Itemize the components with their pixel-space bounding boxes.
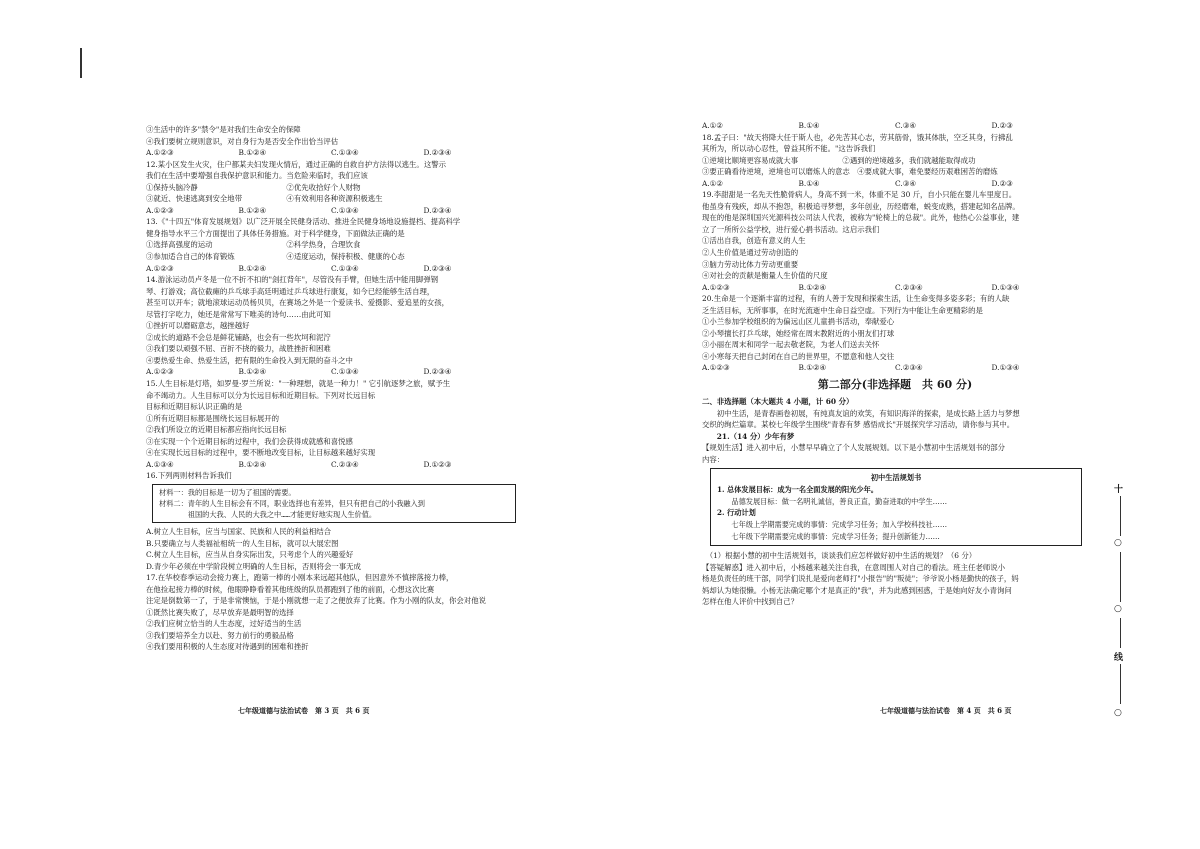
question-17 <box>146 572 516 653</box>
text-line: ③脑力劳动比体力劳动更重要 <box>702 259 799 269</box>
seal-mark: 十 <box>1114 485 1124 495</box>
text-line: ③要正确看待逆境，逆境也可以磨炼人的意志 ④要成就大事，难免要经历艰难困苦的磨炼 <box>702 167 998 177</box>
text-line: 杨是负责任的班干部，同学们说扎是爱向老师打"小报告"的"叛徒"；爷爷说小杨是勤快的孩子，妈 <box>702 574 1019 584</box>
text-line: 内容： <box>702 454 725 464</box>
question-21-tail <box>702 550 1088 608</box>
option: A.①②③ <box>702 363 730 373</box>
text-line: 19.李甜甜是一名先天性脆骨病人，身高不到一米，体重不足 30 斤，自小只能在婴儿车里度日。 <box>702 190 1017 200</box>
answer-options <box>146 205 516 217</box>
plan-line: 品德发展目标：做一名明礼诚信，善良正直，勤奋进取的中学生…… <box>717 496 948 506</box>
option: A.①②③ <box>702 282 730 292</box>
plan-title: 初中生活规划书 <box>870 473 922 483</box>
option: D.②③④ <box>423 148 452 158</box>
text-line: ①保持头脑冷静 ②优先收拾好个人财物 <box>146 182 361 192</box>
question-16 <box>146 470 516 572</box>
text-line: ②小琴擅长打乒乓球，她经常在周末教附近的小朋友们打球 <box>702 328 895 338</box>
question-20 <box>702 293 1088 374</box>
answer-options <box>702 362 1088 374</box>
option: D.②③④ <box>423 367 452 377</box>
question-13 <box>146 216 516 274</box>
text-line: 甚至可以开车；就地滚球运动员杨贝贝，在赛场之外是一个爱读书、爱摄影、爱追星的女孩， <box>146 298 450 308</box>
plan-line: 2. 行动计划 <box>717 508 756 518</box>
option: C.②③④ <box>895 363 923 373</box>
text-line: 【规划生活】进入初中后，小慧早早确立了个人发展规划。以下是小慧初中生活规划书的部分 <box>702 443 1006 453</box>
text-line: 12.某小区发生火灾，住户都某夫妇发现火情后，通过正确的自救自护方法得以逃生。这警示 <box>146 159 446 169</box>
text-line: 妈却认为她很懒。小杨无法确定哪个才是真正的"我"，并为此感到困惑，于是她向好友小青询问 <box>702 585 1012 595</box>
answer-options <box>146 459 516 471</box>
option: D.①③④ <box>991 363 1020 373</box>
text-line: 注定是倒数第一了，于是非常懊恼，于是小刚就想一走了之便放弃了比赛。作为小刚的队友，你会对他说 <box>146 596 486 606</box>
text-line: 目标和近期目标认识正确的是 <box>146 402 243 412</box>
option: C.②③④ <box>895 282 923 292</box>
option: B.①②④ <box>238 205 267 215</box>
text-line: 其所为，所以动心忍性，曾益其所不能。"这告诉我们 <box>702 144 876 154</box>
text-line: ①活出自我，创造有意义的人生 <box>702 236 806 246</box>
option: B.①④ <box>798 121 820 130</box>
plan-line: 七年级上学期需要完成的事情：完成学习任务；加入学校科技社…… <box>717 519 948 529</box>
text-line: ④我们要用积极的人生态度对待遇到的困难和挫折 <box>146 642 309 652</box>
text-line: 17.在华校春季运动会接力赛上，跑第一棒的小刚本来远超其他队，但因意外不慎摔落接力棒， <box>146 573 454 583</box>
answer-options <box>146 263 516 275</box>
text-line: 初中生活，是青春画卷初展，有纯真友谊的欢笑，有知识海洋的探索，是成长路上活力与梦想 <box>702 408 1020 418</box>
plan-line: 1. 总体发展目标：成为一名全面发展的阳光少年。 <box>717 485 878 495</box>
option: C.②③④ <box>331 459 359 469</box>
text-line: 二、非选择题（本大题共 4 小题，计 60 分） <box>702 397 854 407</box>
page-footer: 七年级道德与法治试卷 第 4 页 共 6 页 <box>880 706 1012 715</box>
text-line: 尽管打字吃力，她还是常常写下唯美的诗句……由此可知 <box>146 309 331 319</box>
option: B.①②④ <box>238 263 267 273</box>
part-two-title: 第二部分(非选择题 共 60 分) <box>817 378 973 392</box>
seal-dash <box>1120 664 1121 704</box>
question-15 <box>146 378 516 470</box>
question-19 <box>702 189 1088 293</box>
text-line: 我们在生活中要增强自我保护意识和能力。当危险来临时，我们应该 <box>146 171 368 181</box>
option: B.①②④ <box>238 148 267 158</box>
option: C.①③④ <box>331 205 359 215</box>
text-line: ①逆境比顺境更容易成就大事 ②遇到的逆境越多，我们就越能取得成功 <box>702 155 976 165</box>
option: D.②③④ <box>423 263 452 273</box>
text-line: ④在实现长远目标的过程中，要不断地改变目标，让目标越来越好实现 <box>146 448 376 458</box>
text-line: 琴、打游戏；高位截瘫的乒乓球手高廷明通过乒乓球进行康复，如今已经能够生活自理， <box>146 286 435 296</box>
option: A.①②③ <box>146 205 174 215</box>
text-line: 交织的绚烂篇章。某校七年级学生围绕"青春有梦 感悟成长"开展探究学习活动，请你参与其中。 <box>702 420 1015 430</box>
answer-options <box>702 282 1088 294</box>
text-line: ③小丽在周末和同学一起去敬老院，为老人们送去关怀 <box>702 340 880 350</box>
answer-options <box>146 366 516 378</box>
plan-box <box>710 468 1082 546</box>
option: C.①③④ <box>331 148 359 158</box>
option: A.①② <box>702 178 723 188</box>
text-line: A.树立人生目标，应当与国家、民族和人民的利益相结合 <box>146 526 332 536</box>
text-line: ③参加适合自己的体育锻炼 ④适度运动，保持积极、健康的心态 <box>146 252 405 262</box>
seal-dash <box>1120 496 1121 536</box>
text-line: （1）根据小慧的初中生活规划书，谈谈我们应怎样做好初中生活的规划？（6 分） <box>702 551 977 561</box>
text-line: 21.（14 分）少年有梦 <box>702 431 795 441</box>
material-line: 材料一：我的目标是一切为了祖国的需要。 <box>159 487 296 497</box>
option: D.①③④ <box>991 282 1020 292</box>
option: B.①②④ <box>798 363 827 373</box>
text-line: 立了一所所公益学校，进行爱心捐书活动。这启示我们 <box>702 224 880 234</box>
option: D.①②③ <box>423 459 452 469</box>
text-line: 在他捡起接力棒的时候，他眼睁睁看着其他班级的队员都跑到了他的前面，心想这次比赛 <box>146 584 435 594</box>
text-line: 现在的他是深圳国兴光源科技公司法人代表，被称为"轮椅上的总裁"。此外，他热心公益事业，建 <box>702 213 1020 223</box>
text-line: ①选择高强度的运动 ②科学热身，合理饮食 <box>146 240 361 250</box>
option: A.①②③ <box>146 148 174 158</box>
material-box <box>152 484 516 523</box>
text-line: ③我们要以顽强不屈、百折不挠的毅力，战胜挫折和困难 <box>146 344 331 354</box>
option: B.①②④ <box>238 367 267 377</box>
text-line: 命不竭动力。人生目标可以分为长远目标和近期目标。下列对长远目标 <box>146 390 376 400</box>
text-line: ④我们要树立规则意识，对自身行为是否安全作出恰当评估 <box>146 136 339 146</box>
option: D.②③ <box>991 121 1013 130</box>
text-line: ②人生价值是通过劳动创造的 <box>702 248 799 258</box>
part-two-intro <box>702 396 1088 465</box>
option: C.③④ <box>895 121 916 130</box>
text-line: ③我们要培养全力以赴、努力前行的勇毅品格 <box>146 630 294 640</box>
plan-line: 七年级下学期需要完成的事情：完成学习任务；提升创新能力…… <box>717 531 940 541</box>
option: A.①②③ <box>146 367 174 377</box>
option: D.②③④ <box>423 205 452 215</box>
option: A.①③④ <box>146 459 174 469</box>
text-line: ②成长的道路不会总是鲜花铺路，也会有一些坎坷和泥泞 <box>146 332 331 342</box>
question-14 <box>146 274 516 378</box>
seal-mark: ○ <box>1114 604 1122 614</box>
text-line: ①小兰参加学校组织的为偏远山区儿童捐书活动，奉献爱心 <box>702 317 895 327</box>
text-line: ④对社会的贡献是衡量人生价值的尺度 <box>702 271 828 281</box>
text-line: 18.孟子曰："故天将降大任于斯人也，必先苦其心志，劳其筋骨，饿其体肤，空乏其身，行拂乱 <box>702 132 1013 142</box>
right-column <box>702 120 1088 608</box>
option: B.①④ <box>798 178 820 188</box>
text-line: ①所有近期目标都是围绕长远目标展开的 <box>146 413 280 423</box>
seal-dash <box>1120 552 1121 602</box>
text-line: ④小寒每天把自己封闭在自己的世界里，不愿意和他人交往 <box>702 351 895 361</box>
text-line: ①挫折可以磨砺意志，越挫越好 <box>146 321 250 331</box>
answer-options <box>702 178 1088 190</box>
text-line: ③就近、快速逃离到安全地带 ④有效利用各种资源积极逃生 <box>146 194 383 204</box>
seal-dash <box>1120 618 1121 648</box>
option: B.①②④ <box>798 282 827 292</box>
option: D.②③ <box>991 178 1013 188</box>
binding-seal-line <box>1112 482 1130 722</box>
text-line: B.只要确立与人类福祉相统一的人生目标，就可以大展宏图 <box>146 538 339 548</box>
text-line: ②我们所设立的近期目标都应指向长远目标 <box>146 425 287 435</box>
text-line: 14.游泳运动员卢冬是一位不折不扣的"刽扛背年"，尽管没有手臂，但她生活中能用脚弹钢 <box>146 275 439 285</box>
option: A.①② <box>702 121 723 130</box>
text-line: 健身指导水平三个方面提出了具体任务措施。对于科学健身，下面做法正确的是 <box>146 228 405 238</box>
text-line: 怎样在他人评价中找到自己？ <box>702 597 799 607</box>
text-line: 他虽身有残疾，却从不抱怨，积极追寻梦想，多年创业，历经磨难，蜕变成熟，搭建起知名品牌。 <box>702 201 1020 211</box>
text-line: D.青少年必须在中学阶段树立明确的人生目标，否则将会一事无成 <box>146 561 361 571</box>
text-line: 13.《"十四五"体育发展规划》以广泛开展全民健身活动、推进全民健身场地设施提档、提高科学 <box>146 217 461 227</box>
margin-mark <box>80 48 82 78</box>
option: C.①③④ <box>331 367 359 377</box>
option: C.①③④ <box>331 263 359 273</box>
text-line: 16.下列两则材料告诉我们 <box>146 471 232 481</box>
seal-mark: 线 <box>1114 653 1124 663</box>
option: B.①②④ <box>238 459 267 469</box>
left-column <box>146 124 516 653</box>
page-footer: 七年级道德与法治试卷 第 3 页 共 6 页 <box>238 706 370 715</box>
material-line: 祖国的大我、人民的大我之中……才能更好地实现人生价值。 <box>159 509 377 519</box>
text-line: ①既然比赛失败了，尽早放弃是最明智的选择 <box>146 607 294 617</box>
option: C.③④ <box>895 178 916 188</box>
question-12 <box>146 159 516 217</box>
text-line: 20.生命是一个逐渐丰富的过程，有的人善于发现和探索生活，让生命变得多姿多彩；有的人缺 <box>702 294 1010 304</box>
answer-options <box>702 120 1088 132</box>
text-line: C.树立人生目标，应当从自身实际出发，只考虑个人的兴趣爱好 <box>146 550 354 560</box>
text-line: ②我们应树立恰当的人生态度，过好适当的生活 <box>146 619 302 629</box>
material-line: 材料二：青年的人生目标会有不同，职业选择也有差异，但只有把自己的小我融入到 <box>159 498 425 508</box>
seal-mark: ○ <box>1114 538 1122 548</box>
text-line: 乏生活目标，无所事事，在时光流逝中生命日益空虚。下列行为中能让生命更精彩的是 <box>702 305 983 315</box>
text-line: ③在实现一个个近期目标的过程中，我们会获得成就感和喜悦感 <box>146 436 353 446</box>
option: A.①②③ <box>146 263 174 273</box>
text-line: 【答疑解惑】进入初中后，小杨越来越关注自我，在意周围人对自己的看法。班主任老师说小 <box>702 562 1006 572</box>
text-line: 15.人生目标是灯塔，如罗曼·罗兰所说："一种理想，就是一种力！" 它引航逐梦之旅，赋予生 <box>146 379 451 389</box>
seal-mark: ○ <box>1114 708 1122 718</box>
answer-options <box>146 147 516 159</box>
text-line: ③生活中的许多"禁令"是对我们生命安全的保障 <box>146 125 301 134</box>
text-line: ④要热爱生命、热爱生活，把有限的生命投入到无限的奋斗之中 <box>146 355 353 365</box>
question-18 <box>702 132 1088 190</box>
